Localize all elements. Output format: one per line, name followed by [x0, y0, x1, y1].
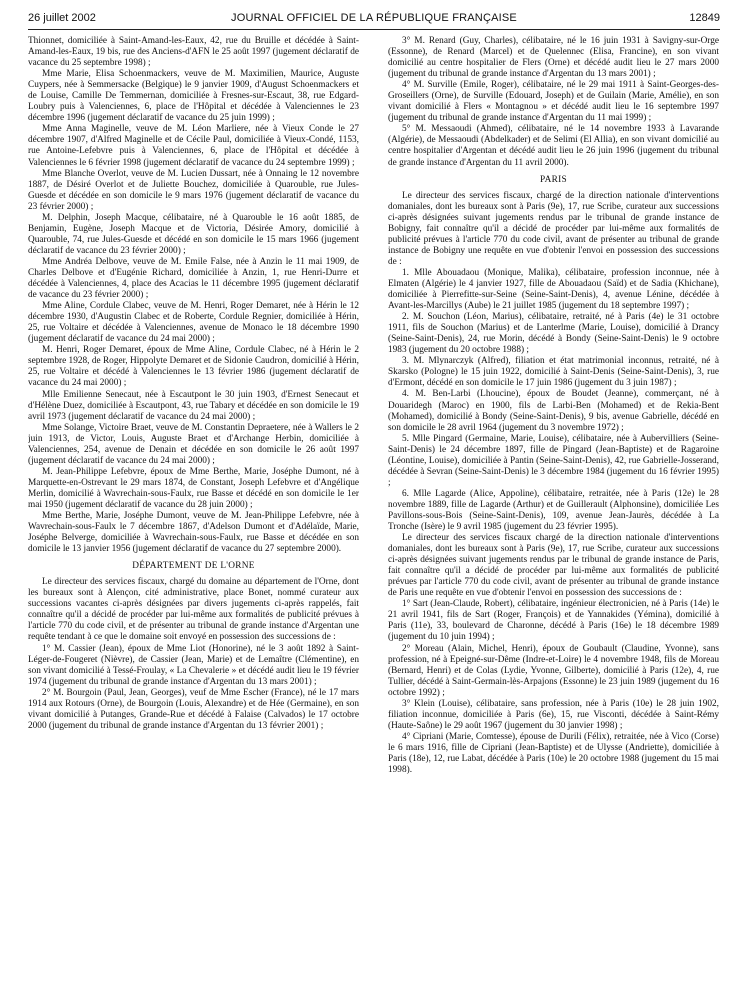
paragraph: M. Henri, Roger Demaret, époux de Mme Aline, Cordule Clabec, né à Hérin le 2 septembre 1928, de Roger, Hippolyte Demaret et de Sidonie Caudron, domicilié à Hérin, 25, rue Voltaire et décédé à Valenciennes le 13 février 1986 (jugement déclaratif de vacance du 24 mai 2000) ; — [28, 345, 359, 389]
paragraph: Mme Aline, Cordule Clabec, veuve de M. Henri, Roger Demaret, née à Hérin le 12 décembre 1930, d'Augustin Clabec et de Roberte, Cordule Regnier, domiciliée à Hérin, 25, rue Voltaire et décédée à Valenciennes, avenue de Monaco le 18 décembre 1990 (jugement déclaratif de vacance du 24 mai 2000) ; — [28, 301, 359, 345]
header-page-number: 12849 — [689, 12, 720, 24]
paragraph: 6. Mlle Lagarde (Alice, Appoline), célibataire, retraitée, née à Paris (12e) le 28 novembre 1889, fille de Lagarde (Arthur) et de Guillerault (Alphonsine), domiciliée Les Pavillons-sous-Bois (Seine-Saint-Denis), 109, avenue Jean-Jaurès, décédée à La Tronche (Isère) le 9 avril 1985 (jugement du 23 février 1995). — [388, 488, 719, 533]
paragraph: Mlle Emilienne Senecaut, née à Escautpont le 30 juin 1903, d'Ernest Senecaut et d'Hélène Duez, domiciliée à Escautpont, 43, rue Tabary et décédée en son domicile le 19 avril 1973 (jugement déclaratif de vacance du 24 mai 2000) ; — [28, 389, 359, 422]
header-rule — [28, 29, 720, 30]
header-title: JOURNAL OFFICIEL DE LA RÉPUBLIQUE FRANÇAISE — [231, 12, 517, 24]
paragraph: 5. Mlle Pingard (Germaine, Marie, Louise), célibataire, née à Aubervilliers (Seine-Saint-Denis) le 24 décembre 1897, fille de Pingard (Jean-Baptiste) et de Ragaroine (Léontine, Louise), domiciliée à Pantin (Seine-Saint-Denis), 42, rue Gabrielle-Josserand, décédée à Sevran (Seine-Saint-Denis) le 3 décembre 1984 (jugement du 16 février 1995) ; — [388, 433, 719, 488]
paragraph: M. Jean-Philippe Lefebvre, époux de Mme Berthe, Marie, Joséphe Dumont, né à Marquette-en-Ostrevant le 29 mars 1874, de Constant, Joseph Lefebvre et d'Angélique Merlin, domicilié à Wavrechain-sous-Faulx, rue Basse et décédé en son domicile le 1er mai 1950 (jugement déclaratif de vacance du 28 juin 2000) ; — [28, 466, 359, 510]
page-header — [28, 12, 720, 28]
paragraph: Le directeur des services fiscaux, chargé de la direction nationale d'interventions domaniales, dont les bureaux sont à Paris (9e), 17, rue Scribe, curateur aux successions ci-après désignées suivant jugements rendus par le tribunal de grande instance de Bobigny, fait connaître qu'il a décidé de procéder par lui-même aux formalités de publicité prévues à l'article 770 du code civil, avant de présenter au tribunal de grande instance de Bobigny une requête en vue d'obtenir l'envoi en possession des successions de : — [388, 190, 719, 267]
section-heading: DÉPARTEMENT DE L'ORNE — [132, 561, 255, 572]
paragraph: Le directeur des services fiscaux chargé de la direction nationale d'interventions domaniales, dont les bureaux sont à Paris (9e), 17, rue Scribe, curateur aux successions ci-après désignées suivant jugements rendus par le tribunal de grande instance de Paris, fait connaître qu'il a décidé de procéder par lui-même aux formalités de publicité prévues par l'article 770 du code civil, avant de présenter au tribunal de grande instance de Paris une requête en vue d'obtenir l'envoi en possession des successions de : — [388, 533, 719, 599]
paragraph: 1° Sart (Jean-Claude, Robert), célibataire, ingénieur électronicien, né à Paris (14e) le 21 avril 1941, fils de Sart (Roger, François) et de Yannakides (Yémina), domicilié à Paris (11e), 33, boulevard de Charonne, décédé à Paris (16e) le 18 décembre 1989 (jugement du 10 juin 1994) ; — [388, 599, 719, 643]
paragraph: 2° Moreau (Alain, Michel, Henri), époux de Goubault (Claudine, Yvonne), sans profession, né à Epeigné-sur-Dême (Indre-et-Loire) le 4 novembre 1948, fils de Moreau (Bernard, Henri) et de Colas (Lydie, Yvonne, Gilberte), domicilié à Paris (12e), 4, rue Tullier, décédé à Saint-Germain-lès-Arpajons (Essonne) le 23 juin 1989 (jugement du 16 octobre 1992) ; — [388, 643, 719, 698]
paragraph: 4. M. Ben-Larbi (Lhoucine), époux de Boudet (Jeanne), commerçant, né à Douaridegh (Maroc) en 1900, fils de Larbi-Ben (Mohamed) et de Rekia-Bent (Mohamed), domicilié à Bondy (Seine-Saint-Denis), 9 bis, avenue Gabrielle, décédé en son domicile le 28 avril 1964 (jugement du 3 novembre 1972) ; — [388, 389, 719, 433]
paragraph: 1° M. Cassier (Jean), époux de Mme Liot (Honorine), né le 3 août 1892 à Saint-Léger-de-Fougeret (Nièvre), de Cassier (Jean, Marie) et de Lemaître (Clémentine), en son vivant domicilié à Tessé-Froulay, « La Chevalerie » et décédé audit lieu le 19 février 1974 (jugement du tribunal de grande instance d'Argentan du 13 mars 2001) ; — [28, 643, 359, 687]
paragraph: 2° M. Bourgoin (Paul, Jean, Georges), veuf de Mme Escher (France), né le 17 mars 1914 aux Rotours (Orne), de Bourgoin (Louis, Alexandre) et de Hée (Germaine), en son vivant domicilié à Putanges, Grande-Rue et décédé à Falaise (Calvados) le 17 octobre 2000 (jugement du tribunal de grande instance d'Argentan du 13 février 2001) ; — [28, 687, 359, 731]
section-heading: PARIS — [540, 174, 567, 185]
paragraph: Mme Anna Maginelle, veuve de M. Léon Marliere, née à Vieux Conde le 27 décembre 1907, d'Alfred Maginelle et de Cécile Paul, domiciliée à Vieux-Condé, 1153, rue Antoine-Lefebvre puis à Valenciennes, 6, place de l'Hôpital et décédée à Valenciennes le 6 février 1998 (jugement déclaratif de vacance du 24 septembre 1999) ; — [28, 124, 359, 168]
paragraph: Mme Marie, Elisa Schoenmackers, veuve de M. Maximilien, Maurice, Auguste Cuypers, née à Semmersacke (Belgique) le 9 janvier 1909, d'August Schoenmackers et de Louise, Camille De Temmernan, domiciliée à Fresnes-sur-Escaut, 38, rue Edgard-Loubry puis à Valenciennes, 6, place de l'Hôpital et décédée à Valenciennes le 23 décembre 1996 (jugement déclaratif de vacance du 25 juin 1999) ; — [28, 69, 359, 124]
paragraph: Mme Solange, Victoire Braet, veuve de M. Constantin Depraetere, née à Wallers le 2 juin 1913, de Victor, Louis, Auguste Braet et d'Archange Herbin, domiciliée à Valenciennes, 254, avenue de Denain et décédée en son domicile le 26 août 1997 (jugement déclaratif de vacance du 24 mai 2000) ; — [28, 422, 359, 466]
paragraph: Mme Andréa Delbove, veuve de M. Emile False, née à Anzin le 11 mai 1909, de Charles Delbove et d'Eugénie Richard, domiciliée à Anzin, 1, rue Henri-Durre et décédée à Valenciennes, 4, place des Acacias le 11 décembre 1995 (jugement déclaratif de vacance du 23 février 2000) ; — [28, 256, 359, 301]
paragraph: Mme Blanche Overlot, veuve de M. Lucien Dussart, née à Onnaing le 12 novembre 1887, de Désiré Overlot et de Juliette Bouchez, domiciliée à Quarouble, rue Jules-Guesde et décédée en son domicile le 9 mars 1976 (jugement déclaratif de vacance du 23 février 2000) ; — [28, 168, 359, 212]
header-date: 26 juillet 2002 — [28, 12, 96, 24]
right-column — [388, 36, 719, 984]
paragraph: Le directeur des services fiscaux, chargé du domaine au département de l'Orne, dont les bureaux sont à Alençon, cité administrative, place Bonet, nommé curateur aux successions vacantes ci-après désignées par divers jugements ci-après rappelés, fait connaître qu'il a décidé de procéder par lui-même aux formalités de publicité prévues à l'article 770 du code civil, et de présenter au tribunal de grande instance d'Argentan une requête tendant à ce que le domaine soit envoyé en possession des successions de : — [28, 577, 359, 643]
paragraph: 3° Klein (Louise), célibataire, sans profession, née à Paris (10e) le 28 juin 1902, filiation inconnue, domiciliée à Paris (6e), 15, rue Visconti, décédée à Saint-Rémy (Haute-Saône) le 29 août 1967 (jugement du 30 janvier 1998) ; — [388, 698, 719, 731]
left-column — [28, 36, 359, 984]
paragraph: M. Delphin, Joseph Macque, célibataire, né à Quarouble le 16 août 1885, de Benjamin, Eugène, Joseph Macque et de Victoria, Désirée Amory, domicilié à Quarouble, 74, rue Jules-Guesde et décédé en son domicile le 15 mars 1966 (jugement déclaratif de vacance du 23 février 2000) ; — [28, 212, 359, 256]
paragraph: Mme Berthe, Marie, Joséphe Dumont, veuve de M. Jean-Philippe Lefebvre, née à Wavrechain-sous-Faulx le 7 décembre 1867, d'Adelson Dumont et d'Adélaïde, Marie, Joséphe Belverge, domiciliée à Wavrechain-sous-Faulx, rue Basse et décédée en son domicile le 13 janvier 1956 (jugement déclaratif de vacance du 27 septembre 2000). — [28, 511, 359, 555]
paragraph: 2. M. Souchon (Léon, Marius), célibataire, retraité, né à Paris (4e) le 31 octobre 1911, fils de Souchon (Marius) et de Lanterlme (Marie, Louise), domicilié à Drancy (Seine-Saint-Denis), 24, rue Morin, décédé à Bondy (Seine-Saint-Denis) le 9 octobre 1983 (jugement du 20 octobre 1988) ; — [388, 312, 719, 356]
paragraph: 4° Cipriani (Marie, Comtesse), épouse de Durili (Félix), retraitée, née à Vico (Corse) le 6 mars 1916, fille de Cipriani (Jean-Baptiste) et de Ulysse (Andriette), domiciliée à Paris (18e), 12, rue Labat, décédée à Paris (10e) le 20 octobre 1988 (jugement du 15 mai 1998). — [388, 731, 719, 776]
paragraph: 1. Mlle Abouadaou (Monique, Malika), célibataire, profession inconnue, née à Elmaten (Algérie) le 4 janvier 1927, fille de Abouadaou (Saïd) et de Sadia (Khichane), domiciliée à Pierrefitte-sur-Seine (Seine-Saint-Denis), 4, avenue Lénine, décédée à Avant-les-Marcillys (Aube) le 21 juillet 1985 (jugement du 18 septembre 1997) ; — [388, 267, 719, 312]
paragraph: 3. M. Mlynarczyk (Alfred), filiation et état matrimonial inconnus, retraité, né à Skarsko (Pologne) le 15 juin 1922, domicilié à Saint-Denis (Seine-Saint-Denis), 3, rue d'Ermont, décédé en son domicile le 17 juin 1986 (jugement du 3 juin 1987) ; — [388, 356, 719, 389]
paragraph: 5° M. Messaoudi (Ahmed), célibataire, né le 14 novembre 1933 à Lavarande (Algérie), de Messaoudi (Abdelkader) et de Selimi (El Allia), en son vivant domicilié au centre hospitalier d'Argentan et décédé audit lieu le 26 juin 1996 (jugement du tribunal de grande instance d'Argentan du 11 avril 2000). — [388, 124, 719, 168]
paragraph: 4° M. Surville (Emile, Roger), célibataire, né le 29 mai 1911 à Saint-Georges-des-Groseillers (Orne), de Surville (Edouard, Joseph) et de Guilain (Marie, Amélie), en son vivant domicilié à Flers « Montagnou » et décédé audit lieu le 16 septembre 1997 (jugement du tribunal de grande instance d'Argentan du 11 mai 1999) ; — [388, 80, 719, 124]
paragraph: 3° M. Renard (Guy, Charles), célibataire, né le 16 juin 1931 à Savigny-sur-Orge (Essonne), de Renard (Marcel) et de Quelennec (Elisa, Francine), en son vivant domicilié au centre hospitalier de Flers (Orne) et décédé audit lieu le 27 mars 2000 (jugement du tribunal de grande instance d'Argentan du 13 mars 2001) ; — [388, 36, 719, 80]
paragraph: Thionnet, domiciliée à Saint-Amand-les-Eaux, 42, rue du Bruille et décédée à Saint-Amand-les-Eaux, 19 bis, rue des Anciens-d'AFN le 25 août 1997 (jugement déclaratif de vacance du 25 septembre 1998) ; — [28, 36, 359, 69]
